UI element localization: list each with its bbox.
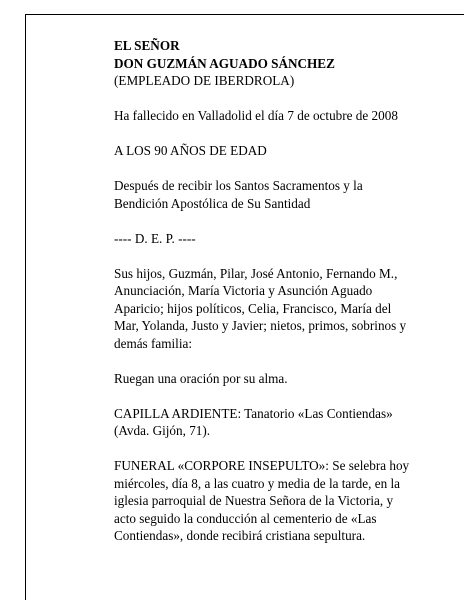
age-block	[114, 142, 432, 160]
deceased-name: DON GUZMÁN AGUADO SÁNCHEZ	[114, 55, 335, 71]
funeral-block	[114, 457, 432, 545]
funeral-line-2: miércoles, día 8, a las cuatro y media de la tarde, en la	[114, 475, 400, 491]
family-block	[114, 265, 432, 353]
sacraments-line-2: Bendición Apostólica de Su Santidad	[114, 195, 311, 211]
funeral-line-4: acto seguido la conducción al cementerio de «Las	[114, 510, 377, 526]
death-notice-text: Ha fallecido en Valladolid el día 7 de octubre de 2008	[114, 108, 398, 123]
funeral-line-5: Contiendas», donde recibirá cristiana sepultura.	[114, 528, 366, 543]
page-border-top	[25, 14, 464, 15]
sacraments-line-1: Después de recibir los Santos Sacramentos y la	[114, 178, 363, 193]
rip-block	[114, 230, 432, 248]
header-block	[114, 37, 432, 90]
death-notice	[114, 107, 432, 125]
sacraments-block	[114, 177, 432, 212]
family-line-5: demás familia:	[114, 335, 192, 351]
deceased-occupation: (EMPLEADO DE IBERDROLA)	[114, 73, 295, 88]
title-line-senor: EL SEÑOR	[114, 38, 180, 53]
page-border-left	[25, 14, 26, 600]
rip-text: ---- D. E. P. ----	[114, 230, 196, 246]
funeral-line-3: iglesia parroquial de Nuestra Señora de la Victoria, y	[114, 493, 394, 508]
funeral-line-1: FUNERAL «CORPORE INSEPULTO»: Se selebra hoy	[114, 458, 410, 473]
chapel-line-1: CAPILLA ARDIENTE: Tanatorio «Las Contiendas»	[114, 405, 393, 421]
family-line-3: Aparicio; hijos políticos, Celia, Francisco, María del	[114, 300, 392, 316]
prayer-block	[114, 370, 432, 388]
age-text: A LOS 90 AÑOS DE EDAD	[114, 143, 267, 158]
prayer-text: Ruegan una oración por su alma.	[114, 370, 288, 386]
chapel-block	[114, 405, 432, 440]
family-line-1: Sus hijos, Guzmán, Pilar, José Antonio, Fernando M.,	[114, 265, 398, 281]
chapel-line-2: (Avda. Gijón, 71).	[114, 423, 211, 438]
family-line-4: Mar, Yolanda, Justo y Javier; nietos, primos, sobrinos y	[114, 318, 407, 333]
obituary-text	[114, 37, 432, 545]
family-line-2: Anunciación, María Victoria y Asunción Aguado	[114, 283, 373, 298]
